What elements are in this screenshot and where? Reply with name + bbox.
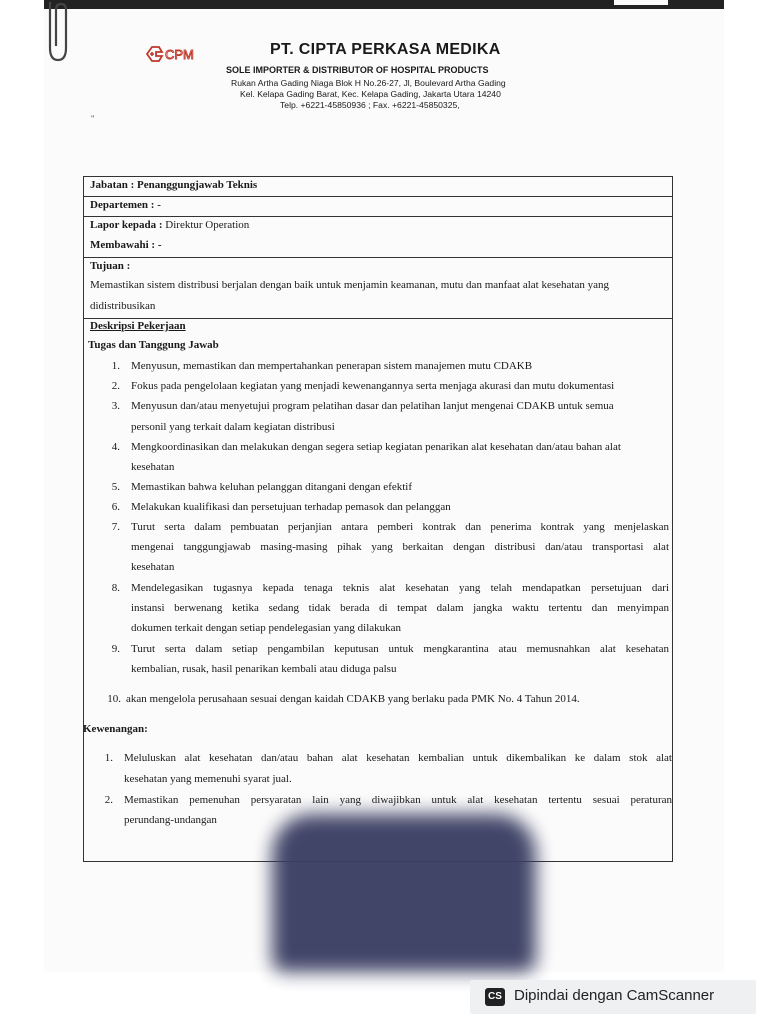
item-number: 2. (104, 794, 113, 806)
list-item: Memastikan bahwa keluhan pelanggan ditangani dengan efektif (131, 481, 413, 493)
item-number: 8. (111, 582, 120, 594)
item-number: 7. (111, 521, 120, 533)
company-tagline: SOLE IMPORTER & DISTRIBUTOR OF HOSPITAL PRODUCTS (226, 65, 489, 75)
list-item: Turut serta dalam pembuatan perjanjian antara pemberi kontrak dan penerima kontrak yang menjelaskan (131, 521, 669, 533)
item-number: 9. (111, 643, 120, 655)
deskripsi-title: Deskripsi Pekerjaan (90, 320, 186, 332)
list-item-continued: perundang-undangan (124, 814, 217, 826)
contact-line: Telp. +6221-45850936 ; Fax. +6221-45850325, (280, 100, 460, 110)
item-number: 6. (111, 501, 120, 513)
list-item: Memastikan pemenuhan persyaratan lain yang diwajibkan untuk alat kesehatan tertentu sesuai peraturan (124, 794, 672, 806)
list-item: Menyusun dan/atau menyetujui program pelatihan dasar dan pelatihan lanjut mengenai CDAKB untuk semua (131, 400, 614, 412)
company-logo (143, 41, 205, 67)
item-number: 1. (104, 752, 113, 764)
tujuan-label: Tujuan : (90, 260, 131, 272)
list-item: Turut serta dalam setiap pengambilan keputusan untuk mengkarantina atau memusnahkan alat kesehatan (131, 643, 669, 655)
company-name: PT. CIPTA PERKASA MEDIKA (270, 41, 501, 58)
list-item-continued: dokumen terkait dengan setiap pendelegasian yang dilakukan (131, 622, 402, 634)
field-membawahi: Membawahi : - (90, 239, 162, 251)
list-item-continued: instansi berwenang ketika sedang tidak berada di tempat dalam jangka waktu tertentu dan menyimpan (131, 602, 669, 614)
list-item: Melakukan kualifikasi dan persetujuan terhadap pemasok dan pelanggan (131, 501, 451, 513)
list-item-continued: mengenai tanggungjawab masing-masing pihak yang berkaitan dengan distribusi dan/atau transportasi alat (131, 541, 669, 553)
camscanner-icon: CS (485, 988, 505, 1006)
list-item: Menyusun, memastikan dan mempertahankan penerapan sistem manajemen mutu CDAKB (131, 360, 533, 372)
list-item: Fokus pada pengelolaan kegiatan yang menjadi kewenangannya serta menjaga akurasi dan mutu dokumentasi (131, 380, 615, 392)
tugas-subtitle: Tugas dan Tanggung Jawab (88, 339, 219, 351)
list-item: Meluluskan alat kesehatan dan/atau bahan alat kesehatan kembalian untuk dikembalikan ke dalam stok alat (124, 752, 672, 764)
svg-text:CPM: CPM (165, 47, 194, 62)
list-item: akan mengelola perusahaan sesuai dengan kaidah CDAKB yang berlaku pada PMK No. 4 Tahun 2014. (126, 693, 580, 705)
address-line: Rukan Artha Gading Niaga Blok H No.26-27, Jl, Boulevard Artha Gading (231, 78, 506, 88)
field-departemen: Departemen : - (90, 199, 161, 211)
address-line: Kel. Kelapa Gading Barat, Kec. Kelapa Gading, Jakarta Utara 14240 (240, 89, 501, 99)
camscanner-label: Dipindai dengan CamScanner (514, 987, 715, 1004)
item-number: 1. (111, 360, 120, 372)
item-number: 3. (111, 400, 120, 412)
item-number: 5. (111, 481, 120, 493)
list-item-continued: kesehatan (131, 461, 175, 473)
list-item-continued: kembalian, rusak, hasil penarikan kembali atau diduga palsu (131, 663, 397, 675)
paper-clip-icon (44, 0, 72, 66)
kewenangan-title: Kewenangan: (83, 723, 148, 735)
list-item-continued: personil yang terkait dalam kegiatan distribusi (131, 421, 335, 433)
list-item-continued: kesehatan (131, 561, 175, 573)
tujuan-text: didistribusikan (90, 300, 156, 312)
item-number: 10. (107, 693, 121, 705)
list-item-continued: kesehatan yang memenuhi syarat jual. (124, 773, 292, 785)
tujuan-text: Memastikan sistem distribusi berjalan dengan baik untuk menjamin keamanan, mutu dan manfaat alat kesehatan yang (90, 279, 609, 291)
stray-mark: " (91, 114, 95, 123)
scan-smudge (272, 814, 536, 972)
item-number: 4. (111, 441, 120, 453)
item-number: 2. (111, 380, 120, 392)
field-jabatan: Jabatan : Penanggungjawab Teknis (90, 179, 258, 191)
field-lapor-kepada: Lapor kepada : Direktur Operation (90, 219, 250, 231)
list-item: Mengkoordinasikan dan melakukan dengan segera setiap kegiatan penarikan alat kesehatan dan/atau bahan alat (131, 441, 621, 453)
list-item: Mendelegasikan tugasnya kepada tenaga teknis alat kesehatan yang telah mendapatkan persetujuan dari (131, 582, 669, 594)
camscanner-badge (470, 980, 756, 1014)
